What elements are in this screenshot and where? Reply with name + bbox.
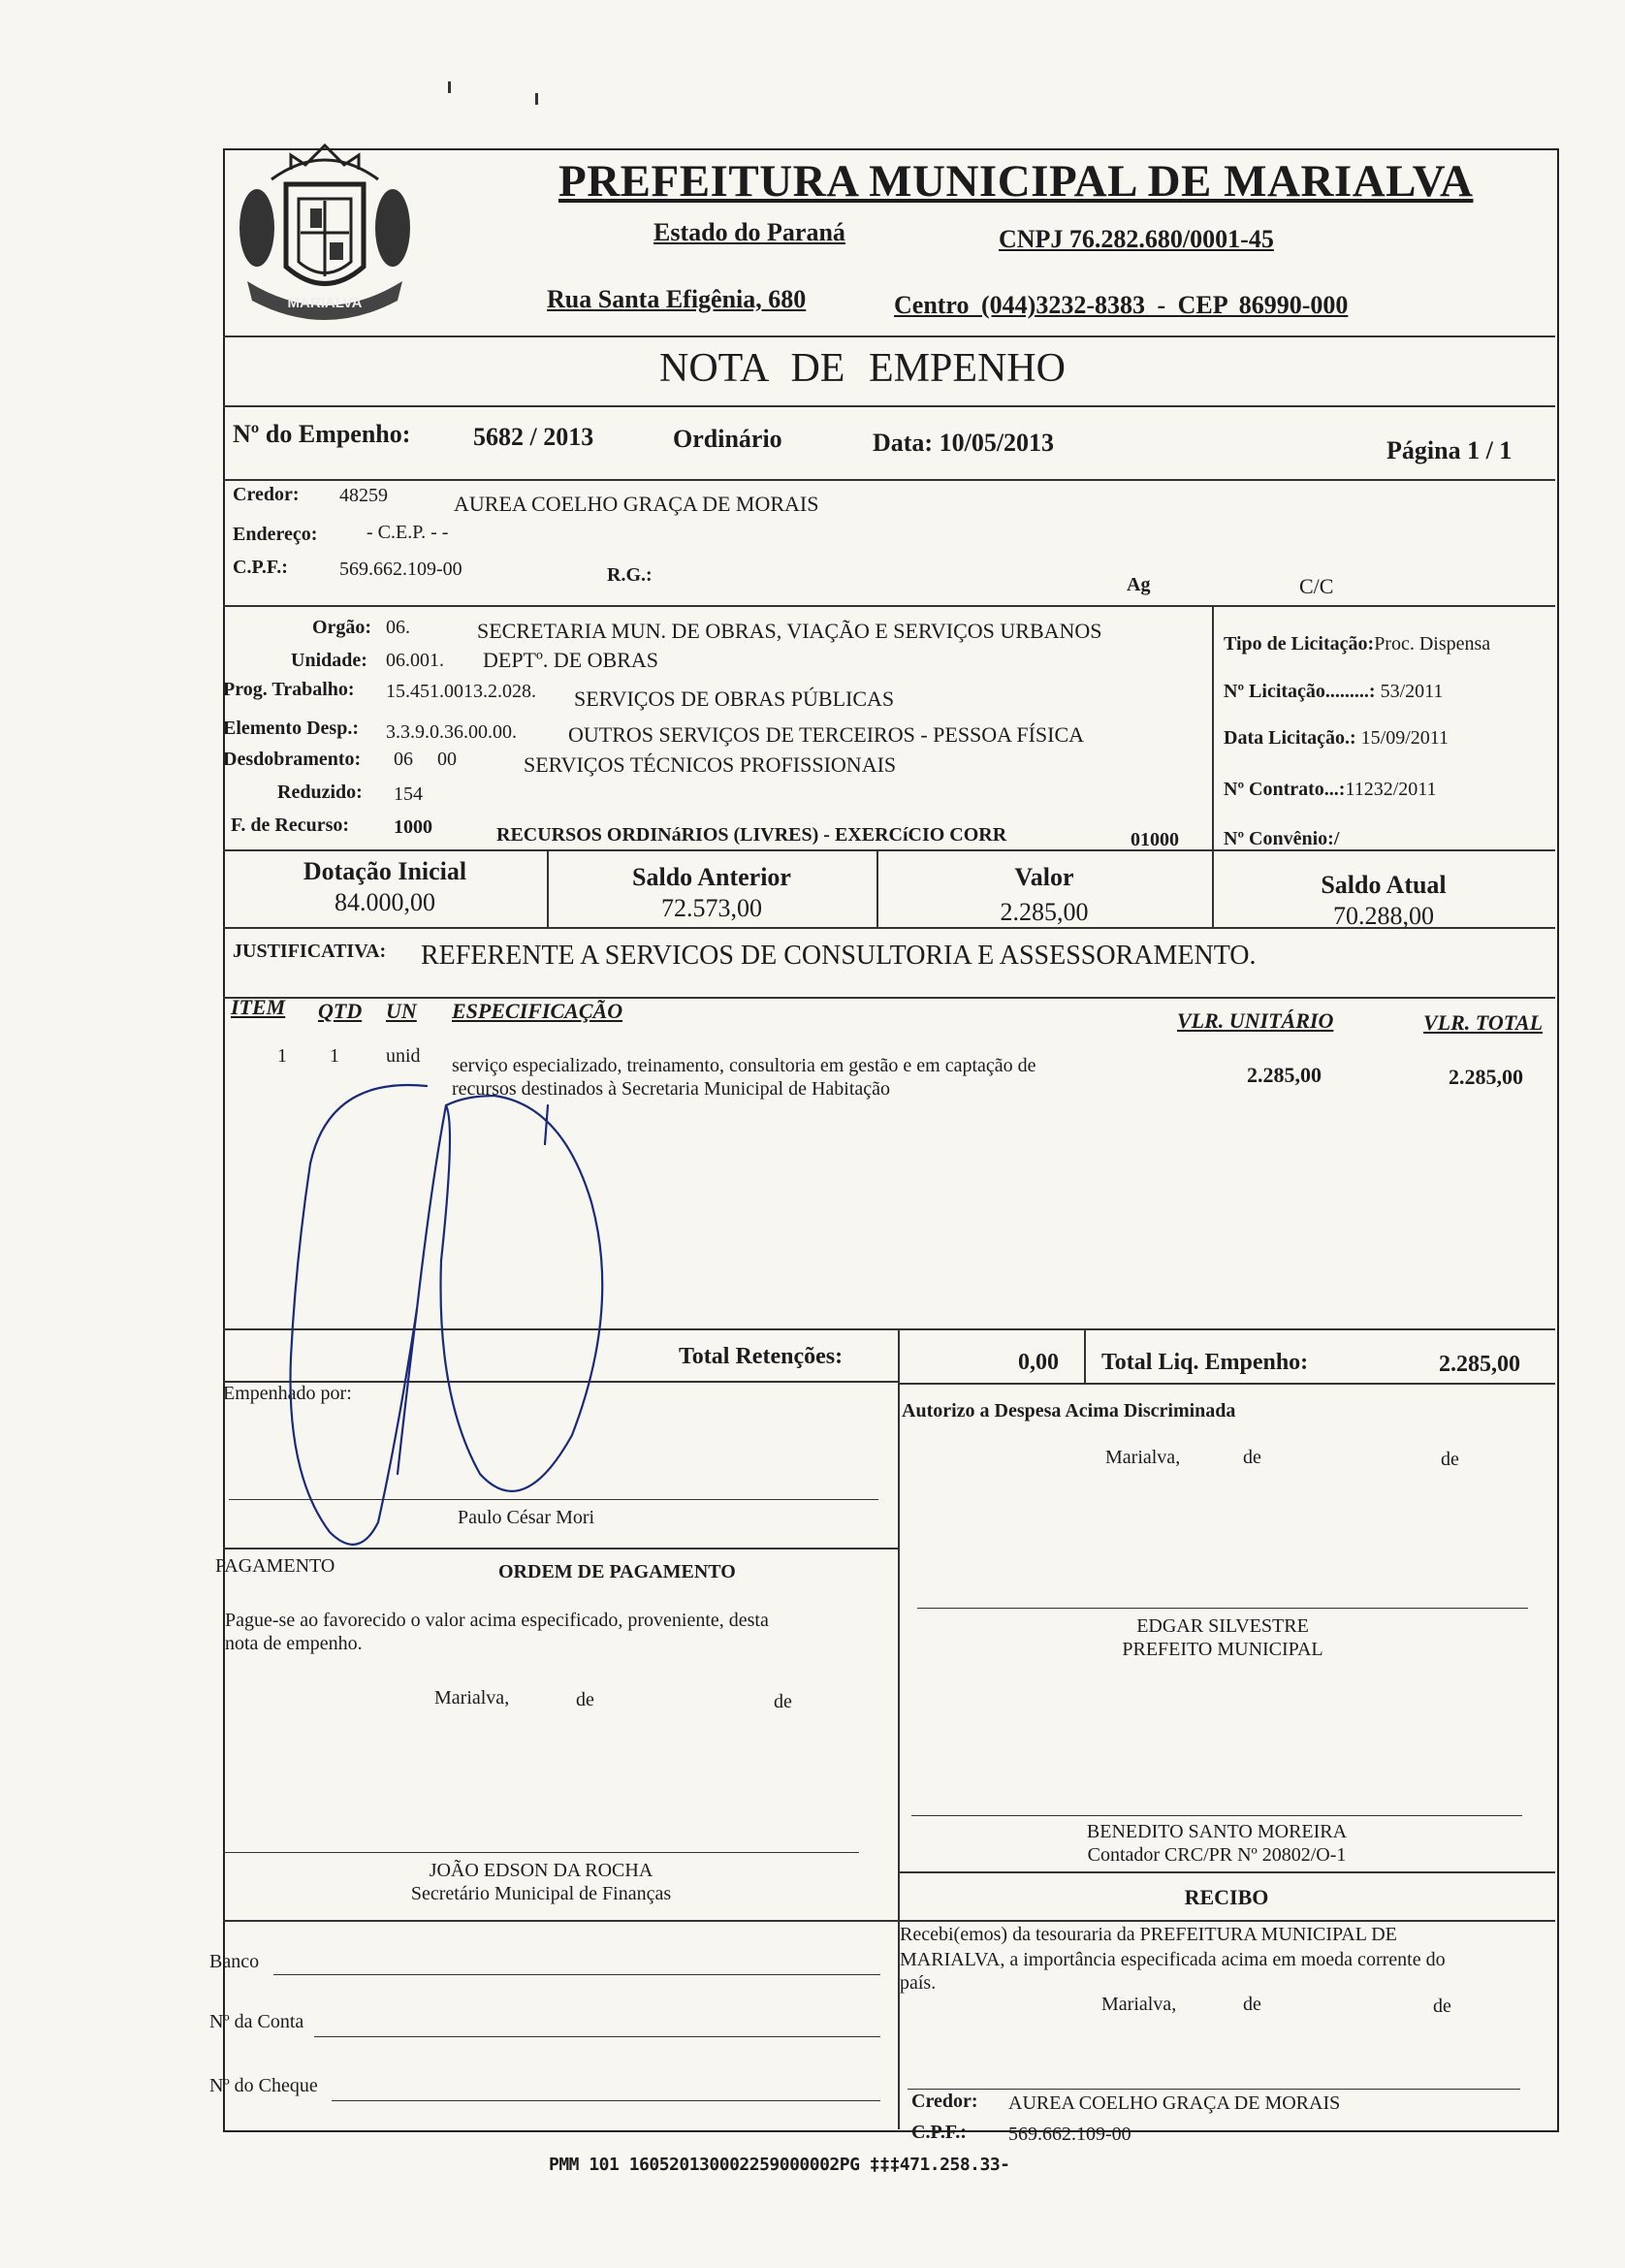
- fonte-name: RECURSOS ORDINáRIOS (LIVRES) - EXERCíCIO CORR: [496, 824, 1007, 846]
- col-header-vlr-total: VLR. TOTAL: [1423, 1010, 1544, 1035]
- banco-label: Banco: [209, 1951, 260, 1972]
- dotacao-value: 84.000,00: [335, 888, 435, 916]
- elemento-name: OUTROS SERVIÇOS DE TERCEIROS - PESSOA FÍSICA: [568, 722, 1085, 747]
- reduzido-value: 154: [394, 783, 423, 805]
- handwritten-signature: [271, 1067, 640, 1571]
- col-header-un: UN: [386, 999, 417, 1023]
- col-header-vlr-unitario: VLR. UNITÁRIO: [1177, 1008, 1334, 1033]
- banco-line: [273, 1974, 880, 1975]
- numero-contrato: Nº Contrato...:11232/2011: [1224, 779, 1437, 800]
- endereco-value: - C.E.P. - -: [366, 522, 449, 543]
- recibo-city: Marialva,: [1101, 1994, 1177, 2015]
- saldo-anterior-label: Saldo Anterior: [632, 863, 791, 891]
- state-label: Estado do Paraná: [653, 218, 845, 246]
- valor-value: 2.285,00: [1000, 898, 1089, 926]
- col-header-item: ITEM: [231, 995, 286, 1019]
- divider: [223, 405, 1555, 407]
- pagamento-label: PAGAMENTO: [215, 1555, 335, 1577]
- empenho-date: Data: 10/05/2013: [873, 429, 1055, 457]
- conta-line: [314, 2036, 880, 2037]
- address-label: Centro (044)3232-8383 - CEP 86990-000: [894, 291, 1349, 319]
- cnpj-label: CNPJ 76.282.680/0001-45: [999, 225, 1274, 253]
- unidade-name: DEPTº. DE OBRAS: [483, 648, 659, 672]
- item-unit-value: 2.285,00: [1247, 1063, 1322, 1087]
- item-spec-line1: serviço especializado, treinamento, consultoria em gestão e em captação de: [452, 1055, 1036, 1076]
- recibo-de1: de: [1243, 1994, 1261, 2015]
- credor-label: Credor:: [233, 484, 300, 505]
- data-licitacao: Data Licitação.: 15/09/2011: [1224, 727, 1450, 749]
- retencoes-value: 0,00: [1018, 1350, 1059, 1375]
- autorizo-de1: de: [1243, 1447, 1261, 1468]
- contador-name: BENEDITO SANTO MOREIRA: [1086, 1821, 1348, 1842]
- contador-title: Contador CRC/PR Nº 20802/O-1: [1087, 1844, 1347, 1866]
- divider: [223, 605, 1555, 607]
- credor-code: 48259: [339, 485, 388, 506]
- desdobramento-label: Desdobramento:: [223, 749, 362, 770]
- recibo-title: RECIBO: [1184, 1885, 1269, 1909]
- reduzido-label: Reduzido:: [277, 782, 363, 803]
- autorizo-title: Autorizo a Despesa Acima Discriminada: [902, 1400, 1236, 1421]
- pagamento-text1: Pague-se ao favorecido o valor acima especificado, proveniente, desta: [225, 1610, 769, 1631]
- item-number: 1: [277, 1045, 287, 1067]
- recibo-text1: Recebi(emos) da tesouraria da PREFEITURA MUNICIPAL DE: [900, 1924, 1397, 1945]
- divider: [1084, 1328, 1086, 1383]
- dotacao-label: Dotação Inicial: [303, 857, 467, 885]
- prefeito-title: PREFEITO MUNICIPAL: [1122, 1639, 1323, 1660]
- tipo-licitacao: Tipo de Licitação:Proc. Dispensa: [1224, 633, 1491, 655]
- recibo-text3: país.: [900, 1972, 937, 1994]
- rg-label: R.G.:: [607, 564, 653, 586]
- col-header-especificacao: ESPECIFICAÇÃO: [452, 999, 623, 1023]
- autorizo-city: Marialva,: [1105, 1447, 1181, 1468]
- fonte-label: F. de Recurso:: [231, 815, 350, 836]
- pagamento-de1: de: [576, 1689, 594, 1710]
- fonte-code: 1000: [394, 816, 432, 838]
- recibo-text2: MARIALVA, a importância especificada acima em moeda corrente do: [900, 1949, 1446, 1970]
- item-spec-line2: recursos destinados à Secretaria Municipal de Habitação: [452, 1078, 891, 1100]
- justificativa-text: REFERENTE A SERVICOS DE CONSULTORIA E ASSESSORAMENTO.: [421, 941, 1257, 971]
- org-title: PREFEITURA MUNICIPAL DE MARIALVA: [558, 156, 1474, 207]
- unidade-code: 06.001.: [386, 650, 444, 671]
- empenho-kind: Ordinário: [673, 425, 782, 453]
- liq-empenho-label: Total Liq. Empenho:: [1101, 1350, 1309, 1375]
- recibo-de2: de: [1433, 1996, 1451, 2017]
- divider: [223, 335, 1555, 337]
- prog-code: 15.451.0013.2.028.: [386, 681, 536, 702]
- prog-name: SERVIÇOS DE OBRAS PÚBLICAS: [574, 687, 895, 711]
- recibo-credor-value: AUREA COELHO GRAÇA DE MORAIS: [1008, 2092, 1341, 2114]
- elemento-code: 3.3.9.0.36.00.00.: [386, 721, 517, 743]
- cpf-label: C.P.F.:: [233, 557, 288, 578]
- signature-line: [908, 2089, 1520, 2090]
- divider: [898, 1920, 1555, 1922]
- elemento-label: Elemento Desp.:: [223, 718, 359, 739]
- saldo-atual-label: Saldo Atual: [1321, 871, 1447, 899]
- divider: [223, 849, 1555, 851]
- scan-mark: [535, 93, 538, 105]
- divider: [898, 1383, 900, 2129]
- empenhado-label: Empenhado por:: [223, 1383, 352, 1404]
- divider: [223, 479, 1555, 481]
- empenho-no-value: 5682 / 2013: [473, 423, 594, 451]
- cpf-value: 569.662.109-00: [339, 559, 462, 580]
- orgao-name: SECRETARIA MUN. DE OBRAS, VIAÇÃO E SERVIÇOS URBANOS: [477, 619, 1102, 643]
- ordem-pagamento-title: ORDEM DE PAGAMENTO: [498, 1561, 736, 1582]
- prog-label: Prog. Trabalho:: [223, 679, 355, 700]
- credor-name: AUREA COELHO GRAÇA DE MORAIS: [454, 492, 819, 516]
- prefeito-name: EDGAR SILVESTRE: [1136, 1615, 1309, 1637]
- orgao-label: Orgão:: [312, 617, 372, 638]
- empenho-no-label: Nº do Empenho:: [233, 420, 411, 448]
- divider: [898, 1383, 1555, 1385]
- divider: [223, 1920, 898, 1922]
- coat-of-arms-logo: [233, 131, 417, 335]
- saldo-anterior-value: 72.573,00: [661, 894, 762, 922]
- pagamento-text2: nota de empenho.: [225, 1633, 363, 1654]
- divider: [1212, 605, 1214, 857]
- signature-line: [917, 1608, 1528, 1609]
- autorizo-de2: de: [1441, 1449, 1459, 1470]
- desdobramento-name: SERVIÇOS TÉCNICOS PROFISSIONAIS: [524, 752, 897, 777]
- signature-line: [223, 1852, 859, 1853]
- cheque-line: [332, 2100, 880, 2101]
- col-header-qtd: QTD: [318, 999, 363, 1023]
- liq-empenho-value: 2.285,00: [1439, 1352, 1520, 1377]
- valor-label: Valor: [1014, 863, 1074, 891]
- divider: [223, 927, 1555, 929]
- orgao-code: 06.: [386, 617, 410, 638]
- logo-text: MARIALVA: [287, 295, 363, 311]
- pagamento-city: Marialva,: [434, 1687, 510, 1709]
- scan-mark: [448, 81, 451, 93]
- page-indicator: Página 1 / 1: [1386, 436, 1513, 464]
- empenhado-signer: Paulo César Mori: [458, 1507, 595, 1528]
- financas-signer-title: Secretário Municipal de Finanças: [410, 1883, 672, 1904]
- signature-line: [911, 1815, 1522, 1816]
- recibo-credor-label: Credor:: [911, 2091, 978, 2112]
- endereco-label: Endereço:: [233, 524, 318, 545]
- item-qtd: 1: [330, 1045, 339, 1067]
- item-un: unid: [386, 1045, 421, 1067]
- pagamento-de2: de: [774, 1691, 792, 1712]
- conta-label: Nº da Conta: [209, 2011, 304, 2032]
- numero-convenio: Nº Convênio:/: [1224, 828, 1340, 849]
- saldo-atual-value: 70.288,00: [1333, 902, 1434, 930]
- divider: [223, 997, 1555, 999]
- street-label: Rua Santa Efigênia, 680: [547, 285, 807, 313]
- financas-signer-name: JOÃO EDSON DA ROCHA: [429, 1860, 653, 1881]
- divider: [898, 1328, 900, 1383]
- document-title: NOTA DE EMPENHO: [659, 346, 1066, 391]
- agency-label: Ag: [1127, 574, 1151, 595]
- retencoes-label: Total Retenções:: [679, 1344, 844, 1369]
- desdobramento-code: 06 00: [394, 749, 457, 770]
- cheque-label: Nº do Cheque: [209, 2075, 318, 2096]
- account-label: C/C: [1299, 574, 1334, 598]
- recibo-cpf-label: C.P.F.:: [911, 2122, 967, 2143]
- justificativa-label: JUSTIFICATIVA:: [233, 941, 387, 962]
- numero-licitacao: Nº Licitação.........: 53/2011: [1224, 681, 1444, 702]
- fonte-code2: 01000: [1131, 829, 1179, 850]
- recibo-cpf-value: 569.662.109-00: [1008, 2124, 1131, 2145]
- item-total-value: 2.285,00: [1449, 1065, 1523, 1089]
- divider: [898, 1871, 1555, 1873]
- stamp-code: PMM 101 160520130002259000002PG ‡‡‡471.258.33-: [549, 2155, 1010, 2175]
- unidade-label: Unidade:: [291, 650, 367, 671]
